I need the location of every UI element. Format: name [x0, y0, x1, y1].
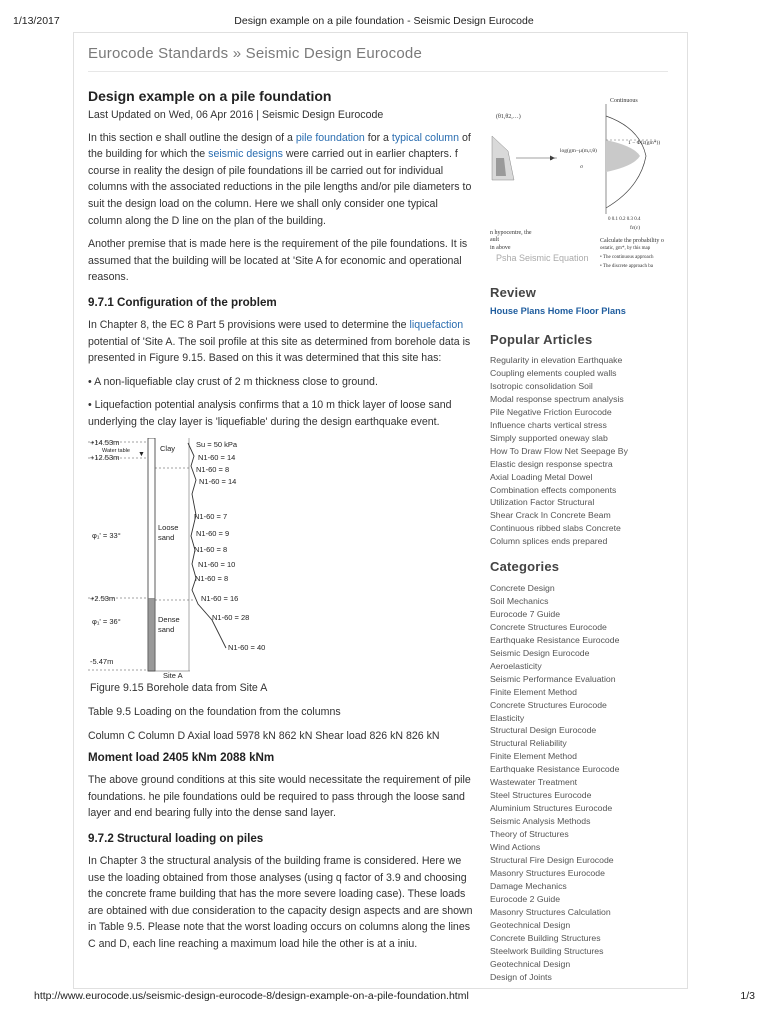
figure-text: ostatic, gm*, by this map: [600, 246, 651, 251]
section-heading-972: 9.7.2 Structural loading on piles: [88, 832, 264, 846]
category-link[interactable]: Seismic Design Eurocode: [490, 647, 590, 658]
level-label: -5.47m: [90, 656, 114, 666]
spt-label: N1-60 = 9: [196, 528, 230, 538]
category-link[interactable]: Masonry Structures Calculation: [490, 906, 611, 917]
category-link[interactable]: Structural Fire Design Eurocode: [490, 855, 614, 866]
print-title: Design example on a pile foundation - Seismic Design Eurocode: [234, 15, 534, 27]
popular-article-link[interactable]: Pile Negative Friction Eurocode: [490, 406, 612, 417]
spt-label: N1-60 = 28: [212, 612, 250, 622]
table-title: Table 9.5 Loading on the foundation from the columns: [88, 706, 341, 719]
category-link[interactable]: Concrete Structures Eurocode: [490, 621, 607, 632]
water-table-icon: ▼: [138, 450, 145, 458]
popular-articles-list: [490, 354, 628, 548]
category-link[interactable]: Masonry Structures Eurocode: [490, 867, 605, 878]
spt-label: N1-60 = 8: [195, 573, 229, 583]
category-link[interactable]: Geotechnical Design: [490, 919, 571, 930]
popular-article-link[interactable]: Regularity in elevation Earthquake: [490, 355, 623, 365]
category-link[interactable]: Eurocode 2 Guide: [490, 893, 561, 904]
review-link[interactable]: House Plans Home Floor Plans: [490, 306, 626, 316]
categories-heading: Categories: [490, 559, 560, 574]
friction-angle-label: φ₁' = 36°: [92, 616, 121, 626]
category-link[interactable]: Concrete Structures Eurocode: [490, 699, 607, 710]
review-heading: Review: [490, 285, 537, 300]
spt-label: N1-60 = 8: [194, 544, 228, 554]
water-table-label: Water table: [102, 447, 130, 454]
category-link[interactable]: Wind Actions: [490, 842, 541, 853]
typical-column-link[interactable]: typical column: [391, 131, 460, 144]
category-link[interactable]: Finite Element Method: [490, 686, 577, 697]
site-label: Site A: [163, 670, 183, 678]
category-link[interactable]: Aluminium Structures Eurocode: [490, 803, 613, 814]
figure-text: θ =: [550, 156, 558, 162]
last-updated: Last Updated on Wed, 06 Apr 2016 | Seismic Design Eurocode: [88, 109, 384, 121]
popular-article-link[interactable]: Modal response spectrum analysis: [490, 393, 624, 404]
category-link[interactable]: Eurocode 7 Guide: [490, 608, 561, 619]
popular-article-link[interactable]: Utilization Factor Structural: [490, 497, 595, 508]
popular-article-link[interactable]: Elastic design response spectra: [490, 458, 613, 469]
category-link[interactable]: Elasticity: [490, 712, 525, 723]
print-page-number: 1/3: [740, 990, 755, 1002]
layer-label: Clay: [160, 443, 176, 453]
figure-text: ault: [490, 237, 499, 243]
popular-article-link[interactable]: Axial Loading Metal Dowel: [490, 471, 593, 482]
layer-label: sand: [158, 624, 175, 634]
category-link[interactable]: Structural Design Eurocode: [490, 725, 597, 736]
level-label: +14.53m: [90, 437, 120, 447]
popular-article-link[interactable]: Combination effects components: [490, 484, 617, 495]
popular-articles-heading: Popular Articles: [490, 332, 593, 347]
category-link[interactable]: Steel Structures Eurocode: [490, 790, 592, 801]
figure-text: Continuous: [610, 98, 638, 104]
spt-label: N1-60 = 14: [198, 452, 236, 462]
figure-text: 0 0.1 0.2 0.3 0.4: [608, 217, 641, 222]
figure-text: log(gm−μ(m,r,θ): [560, 148, 597, 154]
layer-label: sand: [158, 532, 175, 542]
breadcrumb[interactable]: Eurocode Standards » Seismic Design Eurocode: [88, 45, 422, 62]
popular-article-link[interactable]: Continuous ribbed slabs Concrete: [490, 523, 621, 534]
category-link[interactable]: Seismic Performance Evaluation: [490, 673, 616, 684]
dense-sand-fill: [148, 598, 154, 671]
category-link[interactable]: Concrete Building Structures: [490, 932, 601, 943]
paragraph-chapter8: [88, 317, 473, 367]
section-heading-971: 9.7.1 Configuration of the problem: [88, 295, 277, 309]
popular-article-link[interactable]: How To Draw Flow Net Seepage By: [490, 445, 628, 456]
popular-article-link[interactable]: Isotropic consolidation Soil: [490, 380, 593, 391]
popular-article-link[interactable]: Shear Crack In Concrete Beam: [490, 510, 611, 521]
spt-label: N1-60 = 14: [199, 476, 237, 486]
text: potential of 'Site A. The soil profile at this site as determined from borehole data is presented in Figure 9.15. Based on this it was determined that this site has:: [88, 335, 471, 365]
figure-text: 1 − Φ(z(gm*)): [628, 140, 661, 146]
popular-article-link[interactable]: Coupling elements coupled walls: [490, 367, 617, 378]
liquefaction-link[interactable]: liquefaction: [409, 318, 464, 331]
psha-seismic-image[interactable]: [490, 96, 670, 271]
hero-caption[interactable]: Psha Seismic Equation: [496, 253, 589, 263]
category-link[interactable]: Concrete Design: [490, 583, 555, 593]
category-link[interactable]: Finite Element Method: [490, 751, 577, 762]
paragraph-ground-conditions: The above ground conditions at this site would necessitate the requirement of pile foundations. he pile foundations ould be required to pass through the loose sand layer and end bearing fully into the dense sand layer.: [88, 774, 471, 820]
print-date: 1/13/2017: [13, 15, 60, 27]
spt-label: N1-60 = 40: [228, 642, 266, 652]
spt-label: N1-60 = 7: [194, 511, 228, 521]
undrained-strength-label: Su = 50 kPa: [196, 439, 238, 449]
sidebar: [490, 96, 680, 982]
popular-article-link[interactable]: Column splices ends prepared: [490, 536, 608, 547]
print-url: http://www.eurocode.us/seismic-design-eurocode-8/design-example-on-a-pile-foundation.html: [34, 990, 469, 1002]
text: of the building for which the: [88, 131, 471, 161]
category-link[interactable]: Soil Mechanics: [490, 595, 549, 606]
text: In Chapter 8, the EC 8 Part 5 provisions were used to determine the: [88, 318, 410, 331]
spt-label: N1-60 = 8: [196, 464, 230, 474]
article: [88, 86, 473, 960]
bullet-loose-sand: • Liquefaction potential analysis confirms that a 10 m thick layer of loose sand underlying the clay layer is 'liquefiable' during the design earthquake event.: [88, 399, 452, 428]
article-title: Design example on a pile foundation: [88, 88, 332, 104]
seismic-designs-link[interactable]: seismic designs: [208, 148, 283, 161]
moment-load-heading: Moment load 2405 kNm 2088 kNm: [88, 751, 275, 765]
level-label: +2.53m: [90, 593, 116, 603]
figure-text: σ: [580, 164, 583, 170]
pile-foundation-link[interactable]: pile foundation: [295, 131, 365, 144]
text: for a: [364, 131, 392, 144]
text: In this section e shall outline the design of a: [88, 131, 296, 144]
level-label: +12.53m: [90, 452, 120, 462]
paragraph-intro: [88, 130, 473, 230]
layer-label: Dense: [158, 614, 180, 624]
text: were carried out in earlier chapters. f course in reality the design of pile foundations ill be carried out for individual columns with the associated reductions in the pile lengths and/or pile diameters to suit the design load on the column. Here we shall only consider one typical column along the D line on the plan of the building.: [88, 148, 472, 227]
print-header: [0, 0, 768, 30]
bullet-clay-crust: • A non-liquefiable clay crust of 2 m thickness close to ground.: [88, 375, 378, 388]
popular-article-link[interactable]: Influence charts vertical stress: [490, 419, 607, 430]
figure-text: • The continuous approach: [600, 255, 654, 260]
figure-text: in above: [490, 245, 511, 251]
category-link[interactable]: Earthquake Resistance Eurocode: [490, 764, 620, 775]
friction-angle-label: φ₁' = 33°: [92, 530, 121, 540]
borehole-figure: [88, 438, 272, 678]
category-link[interactable]: Structural Reliability: [490, 738, 567, 749]
spt-label: N1-60 = 16: [201, 593, 239, 603]
figure-text: n hypocentre, the: [490, 230, 532, 236]
category-link[interactable]: Damage Mechanics: [490, 880, 567, 891]
category-link[interactable]: Design of Joints: [490, 971, 552, 982]
spt-label: N1-60 = 10: [198, 559, 236, 569]
category-link[interactable]: Wastewater Treatment: [490, 777, 578, 788]
category-link[interactable]: Aeroelasticity: [490, 660, 542, 671]
category-link[interactable]: Theory of Structures: [490, 829, 569, 840]
table-line: Column C Column D Axial load 5978 kN 862 kN Shear load 826 kN 826 kN: [88, 729, 440, 742]
category-link[interactable]: Steelwork Building Structures: [490, 945, 604, 956]
image-background: [490, 96, 670, 271]
layer-label: Loose: [158, 522, 179, 532]
figure-caption: Figure 9.15 Borehole data from Site A: [90, 681, 268, 694]
popular-article-link[interactable]: Simply supported oneway slab: [490, 432, 608, 443]
figure-text: • The discrete approach ba: [600, 264, 654, 269]
categories-list: [490, 582, 619, 984]
category-link[interactable]: Seismic Analysis Methods: [490, 816, 591, 827]
figure-text: (θ1,θ2,…): [496, 114, 521, 120]
breadcrumb-divider: [88, 71, 668, 72]
figure-text: fε(ε): [630, 225, 641, 231]
category-link[interactable]: Earthquake Resistance Eurocode: [490, 634, 620, 645]
category-link[interactable]: Geotechnical Design: [490, 958, 571, 969]
paragraph-premise: Another premise that is made here is the requirement of the pile foundations. It is assumed that the building will be located at 'Site A for economic and operational reasons.: [88, 238, 468, 284]
paragraph-structural-analysis: In Chapter 3 the structural analysis of the building frame is considered. Here we use the loading obtained from those analyses (using q factor of 3.9 and choosing the concrete frame building that has the more severe loading case). These loads are obtained with due consideration to the capacity design aspects and are shown in Table 9.5. Please note that the worst loading occurs on columns along the lines C and D, each line reaching a maximum load hile the other is at a iniu.: [88, 855, 473, 951]
figure-text: Calculate the probability o: [600, 238, 664, 244]
